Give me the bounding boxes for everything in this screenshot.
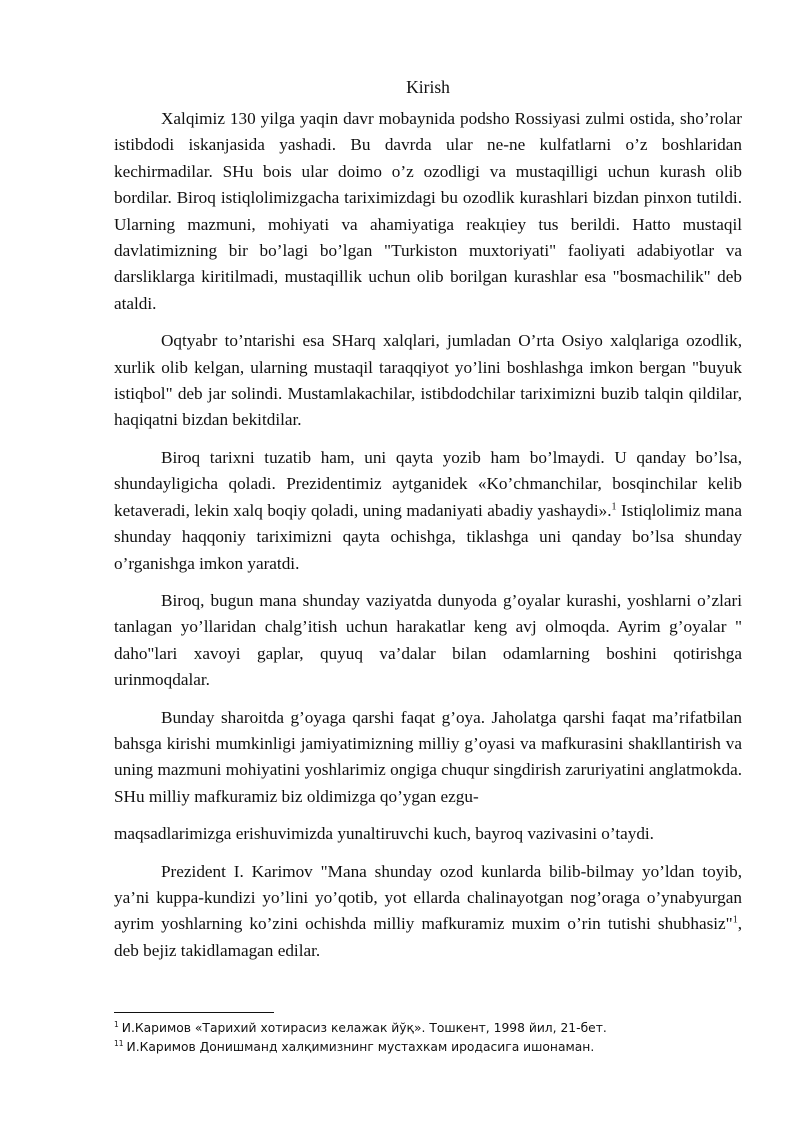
footnote-separator — [114, 1012, 274, 1013]
paragraph-2-text: Oqtyabr to’ntarishi esa SHarq xalqlari, jumladan O’rta Osiyo xalqlariga ozodlik, xurlik olib kelgan, ularning mustaqil taraqqiyot yo’lini boshlashga imkon bergan "buyuk istiqbol" deb jar solindi. Mustamlakachilar, istibdodchilar tariximizni buzib talqin qildilar, haqiqatni bizdan bekitdilar. — [114, 331, 742, 430]
paragraph-4 — [114, 588, 742, 694]
footnote-2-mark: 11 — [114, 1038, 124, 1048]
footnotes-section — [114, 1012, 742, 1057]
footnote-ref-2[interactable]: 1 — [732, 914, 738, 926]
paragraph-7 — [114, 859, 742, 965]
paragraph-6-text: maqsadlarimizga erishuvimizda yunaltiruvchi kuch, bayroq vazivasini o’taydi. — [114, 824, 654, 844]
footnote-ref-1[interactable]: 1 — [611, 500, 617, 512]
document-page — [114, 72, 742, 975]
paragraph-6 — [114, 821, 742, 847]
document-title: Kirish — [406, 77, 450, 97]
paragraph-4-text: Biroq, bugun mana shunday vaziyatda dunyoda g’oyalar kurashi, yoshlarni o’zlari tanlagan yo’llaridan chalg’itish uchun harakatlar keng avj olmoqda. Ayrim g’oyalar " daho"lari xavoyi gaplar, quyuq va’dalar bilan odamlarning boshini qotirishga urinmoqdalar. — [114, 590, 742, 690]
paragraph-1 — [114, 106, 742, 317]
paragraph-7-text: Prezident I. Karimov "Mana shunday ozod kunlarda bilib-bilmay yo’ldan toyib, ya’ni kuppa-kundizi yo’lini yo’qotib, yot ellarda chalinayotgan nog’oraga o’ynabyurgan ayrim yoshlarning ko’zini ochishda milliy mafkuramiz muxim o’rin tutishi shubhasiz" — [114, 861, 742, 934]
footnote-1-mark: 1 — [114, 1019, 119, 1029]
paragraph-2 — [114, 328, 742, 434]
footnote-1 — [114, 1019, 742, 1038]
paragraph-5 — [114, 705, 742, 811]
footnote-1-text: И.Каримов «Тарихий хотирасиз келажак йўқ». Тошкент, 1998 йил, 21-бет. — [121, 1021, 607, 1035]
footnote-2 — [114, 1038, 742, 1057]
paragraph-7-text-after: , deb bejiz takidlamagan edilar. — [114, 914, 742, 960]
paragraph-5-text: Bunday sharoitda g’oyaga qarshi faqat g’oya. Jaholatga qarshi faqat ma’rifatbilan bahsga kirishi mumkinligi jamiyatimizning milliy g’oyasi va mafkurasini shakllantirish va uning mazmuni mohiyatini yoshlarimiz ongiga chuqur singdirish zaruriyatini anglatmokda. SHu milliy mafkuramiz biz oldimizga qo’ygan ezgu- — [114, 707, 742, 806]
paragraph-3-text-after: Istiqlolimiz mana shunday haqqoniy tariximizni qayta ochishga, tiklashga uni qanday bo’lsa shunday o’rganishga imkon yaratdi. — [114, 500, 742, 573]
paragraph-1-text: Xalqimiz 130 yilga yaqin davr mobaynida podsho Rossiyasi zulmi ostida, sho’rolar istibdodi iskanjasida yashadi. Bu davrda ular ne-ne kulfatlarni o’z boshlaridan kechirmadilar. SHu bois ular doimo o’z ozodligi va mustaqilligi uchun kurash olib bordilar. Biroq istiqlolimizgacha tariximizdagi bu ozodlik kurashlari bizdan pinxon tutildi. Ularning mazmuni, mohiyati va ahamiyatiga reakцiey tus berildi. Hatto mustaqil davlatimizning bir bo’lagi bo’lgan "Turkiston muxtoriyati" faoliyati adabiyotlar va darsliklarga kiritilmadi, mustaqillik uchun olib borilgan kurashlar esa "bosmachilik" deb ataldi. — [114, 109, 742, 313]
footnote-2-text: И.Каримов Донишманд халқимизнинг мустахкам иродасига ишонаман. — [126, 1040, 595, 1054]
paragraph-3-text: Biroq tarixni tuzatib ham, uni qayta yozib ham bo’lmaydi. U qanday bo’lsa, shundayligicha qoladi. Prezidentimiz aytganidek «Ko’chmanchilar, bosqinchilar kelib ketaveradi, lekin xalq boqiy qoladi, uning madaniyati abadiy yashaydi». — [114, 447, 742, 520]
paragraph-3 — [114, 445, 742, 577]
